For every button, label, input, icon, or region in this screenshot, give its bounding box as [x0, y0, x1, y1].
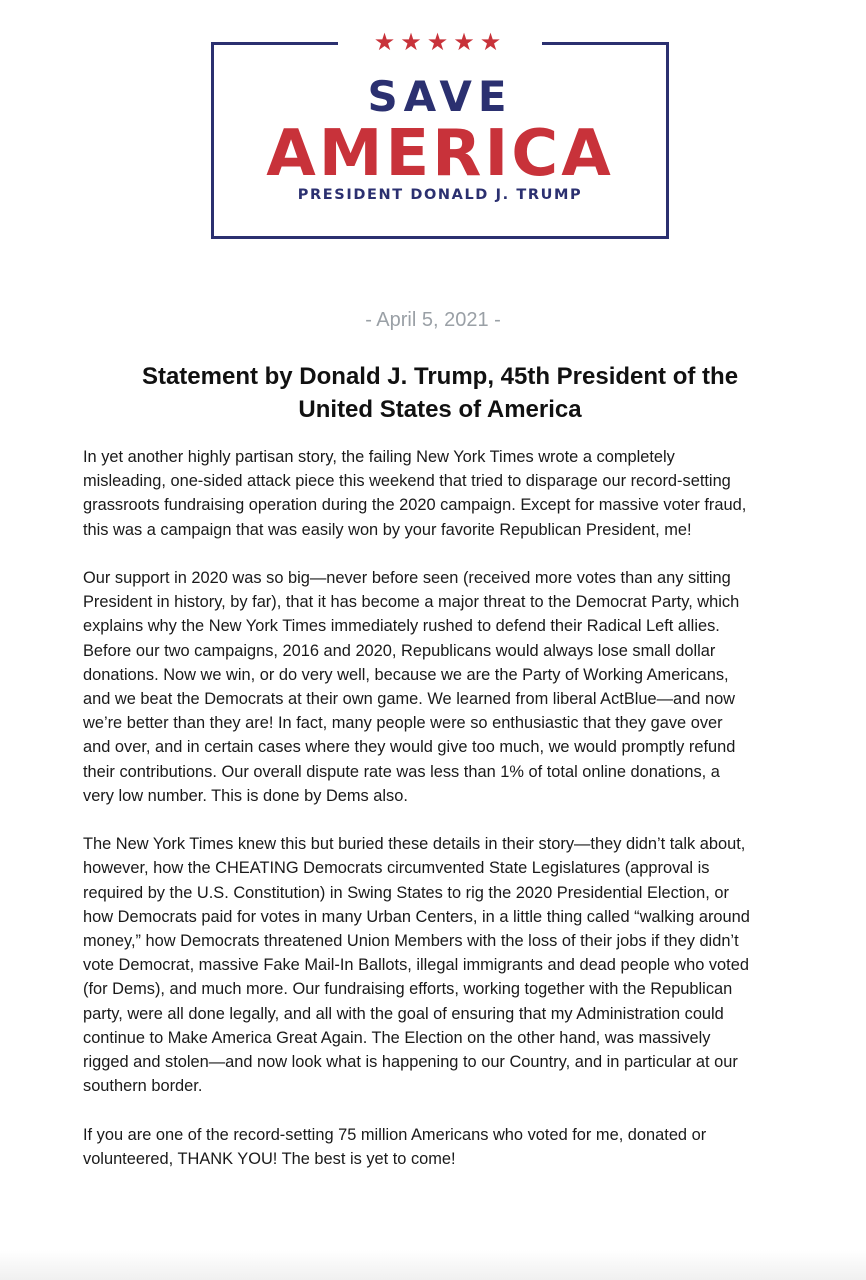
statement-body [83, 445, 823, 1195]
paragraph-3: The New York Times knew this but buried these details in their story—they didn’t talk about, however, how the CHEATING Democrats circumvented State Legislatures (approval is required by the U.S. Constitution) in Swing States to rig the 2020 Presidential Election, or how Democrats paid for votes in many Urban Centers, in a little thing called “walking around money,” how Democrats threatened Union Members with the loss of their jobs if they didn’t vote Democrat, massive Fake Mail-In Ballots, illegal immigrants and dead people who voted (for Dems), and much more. Our fundraising efforts, working together with the Republican party, were all done legally, and all with the goal of ensuring that my Administration could continue to Make America Great Again. The Election on the other hand, was massively rigged and stolen—and now look what is happening to our Country, and in particular at our southern border. [83, 835, 750, 1096]
paragraph-1: In yet another highly partisan story, the failing New York Times wrote a completely misleading, one-sided attack piece this weekend that tried to disparage our record-setting grassroots fundraising operation during the 2020 campaign. Except for massive voter fraud, this was a campaign that was easily won by your favorite Republican President, me! [83, 448, 747, 539]
logo-subtitle: PRESIDENT DONALD J. TRUMP [297, 187, 583, 203]
stars-icon: ★★★★★ [373, 28, 507, 56]
statement-title [60, 360, 820, 426]
paragraph-2: Our support in 2020 was so big—never before seen (received more votes than any sitting President in history, by far), that it has become a major threat to the Democrat Party, which explains why the New York Times immediately rushed to defend their Radical Left allies. Before our two campaigns, 2016 and 2020, Republicans would always lose small dollar donations. Now we win, or do very well, because we are the Party of Working Americans, and we beat the Democrats at their own game. We learned from liberal ActBlue—and now we’re better than they are! In fact, many people were so enthusiastic that they gave over and over, and in certain cases where they would give too much, we would promptly refund their contributions. Our overall dispute rate was less than 1% of total online donations, a very low number. This is done by Dems also. [83, 569, 740, 805]
logo-america-text: AMERICA [266, 117, 614, 191]
save-america-logo [211, 28, 669, 239]
logo-save-text: SAVE [367, 72, 513, 121]
bottom-fade [0, 1250, 866, 1280]
statement-title-line-1: Statement by Donald J. Trump, 45th President of the [141, 363, 739, 390]
statement-title-line-2: United States of America [298, 396, 582, 423]
statement-date: - April 5, 2021 - [365, 309, 501, 331]
paragraph-4: If you are one of the record-setting 75 million Americans who voted for me, donated or volunteered, THANK YOU! The best is yet to come! [83, 1125, 707, 1168]
